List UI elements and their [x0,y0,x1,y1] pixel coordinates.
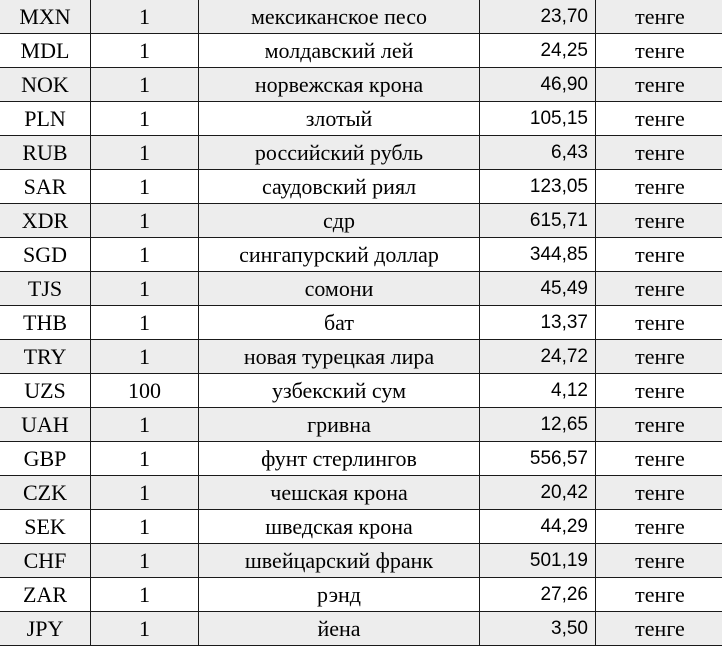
currency-name-cell: бат [199,306,480,340]
currency-code-cell: GBP [0,442,91,476]
nominal-cell: 1 [91,442,199,476]
currency-name-cell: фунт стерлингов [199,442,480,476]
currency-code-cell: UAH [0,408,91,442]
table-row [0,306,722,340]
rate-value-cell: 45,49 [480,272,596,306]
nominal-cell: 1 [91,102,199,136]
rate-value-cell: 3,50 [480,612,596,646]
nominal-cell: 1 [91,136,199,170]
currency-code-cell: MDL [0,34,91,68]
rate-unit-cell: тенге [596,476,722,510]
table-row [0,442,722,476]
rate-unit-cell: тенге [596,136,722,170]
table-row [0,340,722,374]
currency-name-cell: гривна [199,408,480,442]
currency-name-cell: рэнд [199,578,480,612]
currency-name-cell: саудовский риял [199,170,480,204]
rate-unit-cell: тенге [596,0,722,34]
rate-unit-cell: тенге [596,204,722,238]
currency-name-cell: чешская крона [199,476,480,510]
rate-unit-cell: тенге [596,34,722,68]
table-row [0,34,722,68]
currency-code-cell: MXN [0,0,91,34]
table-row [0,510,722,544]
table-row [0,544,722,578]
rate-value-cell: 556,57 [480,442,596,476]
rate-unit-cell: тенге [596,544,722,578]
nominal-cell: 1 [91,612,199,646]
currency-code-cell: XDR [0,204,91,238]
rate-unit-cell: тенге [596,510,722,544]
rate-value-cell: 24,25 [480,34,596,68]
table-row [0,136,722,170]
currency-name-cell: швейцарский франк [199,544,480,578]
nominal-cell: 1 [91,510,199,544]
rate-value-cell: 6,43 [480,136,596,170]
rate-value-cell: 23,70 [480,0,596,34]
currency-code-cell: SEK [0,510,91,544]
rate-value-cell: 501,19 [480,544,596,578]
rate-unit-cell: тенге [596,170,722,204]
nominal-cell: 1 [91,578,199,612]
table-row [0,374,722,408]
nominal-cell: 1 [91,68,199,102]
currency-code-cell: CZK [0,476,91,510]
rate-unit-cell: тенге [596,102,722,136]
rate-unit-cell: тенге [596,408,722,442]
currency-name-cell: мексиканское песо [199,0,480,34]
rate-unit-cell: тенге [596,272,722,306]
rate-value-cell: 27,26 [480,578,596,612]
currency-code-cell: TRY [0,340,91,374]
nominal-cell: 1 [91,408,199,442]
currency-name-cell: сомони [199,272,480,306]
nominal-cell: 1 [91,544,199,578]
currency-name-cell: новая турецкая лира [199,340,480,374]
rate-value-cell: 46,90 [480,68,596,102]
rate-value-cell: 105,15 [480,102,596,136]
currency-code-cell: SGD [0,238,91,272]
currency-name-cell: сингапурский доллар [199,238,480,272]
rate-unit-cell: тенге [596,442,722,476]
rate-unit-cell: тенге [596,578,722,612]
rate-unit-cell: тенге [596,612,722,646]
rate-unit-cell: тенге [596,374,722,408]
nominal-cell: 1 [91,306,199,340]
nominal-cell: 100 [91,374,199,408]
rate-unit-cell: тенге [596,238,722,272]
table-row [0,68,722,102]
rate-unit-cell: тенге [596,340,722,374]
rate-value-cell: 344,85 [480,238,596,272]
nominal-cell: 1 [91,204,199,238]
currency-name-cell: злотый [199,102,480,136]
nominal-cell: 1 [91,170,199,204]
currency-code-cell: PLN [0,102,91,136]
currency-code-cell: ZAR [0,578,91,612]
currency-code-cell: NOK [0,68,91,102]
currency-name-cell: молдавский лей [199,34,480,68]
table-row [0,408,722,442]
nominal-cell: 1 [91,0,199,34]
table-row [0,476,722,510]
nominal-cell: 1 [91,272,199,306]
currency-name-cell: шведская крона [199,510,480,544]
rate-value-cell: 4,12 [480,374,596,408]
currency-code-cell: UZS [0,374,91,408]
rate-value-cell: 13,37 [480,306,596,340]
table-row [0,0,722,34]
rate-value-cell: 44,29 [480,510,596,544]
table-row [0,204,722,238]
currency-code-cell: CHF [0,544,91,578]
currency-name-cell: сдр [199,204,480,238]
table-row [0,578,722,612]
rate-value-cell: 123,05 [480,170,596,204]
nominal-cell: 1 [91,238,199,272]
currency-code-cell: RUB [0,136,91,170]
table-row [0,238,722,272]
currency-code-cell: JPY [0,612,91,646]
rate-unit-cell: тенге [596,68,722,102]
table-row [0,170,722,204]
currency-name-cell: российский рубль [199,136,480,170]
rate-value-cell: 24,72 [480,340,596,374]
rate-value-cell: 615,71 [480,204,596,238]
rate-unit-cell: тенге [596,306,722,340]
table-row [0,102,722,136]
table-row [0,272,722,306]
currency-code-cell: THB [0,306,91,340]
nominal-cell: 1 [91,340,199,374]
table-row [0,612,722,646]
nominal-cell: 1 [91,476,199,510]
rate-value-cell: 12,65 [480,408,596,442]
currency-code-cell: TJS [0,272,91,306]
rate-value-cell: 20,42 [480,476,596,510]
nominal-cell: 1 [91,34,199,68]
currency-name-cell: узбекский сум [199,374,480,408]
currency-name-cell: йена [199,612,480,646]
currency-code-cell: SAR [0,170,91,204]
currency-name-cell: норвежская крона [199,68,480,102]
